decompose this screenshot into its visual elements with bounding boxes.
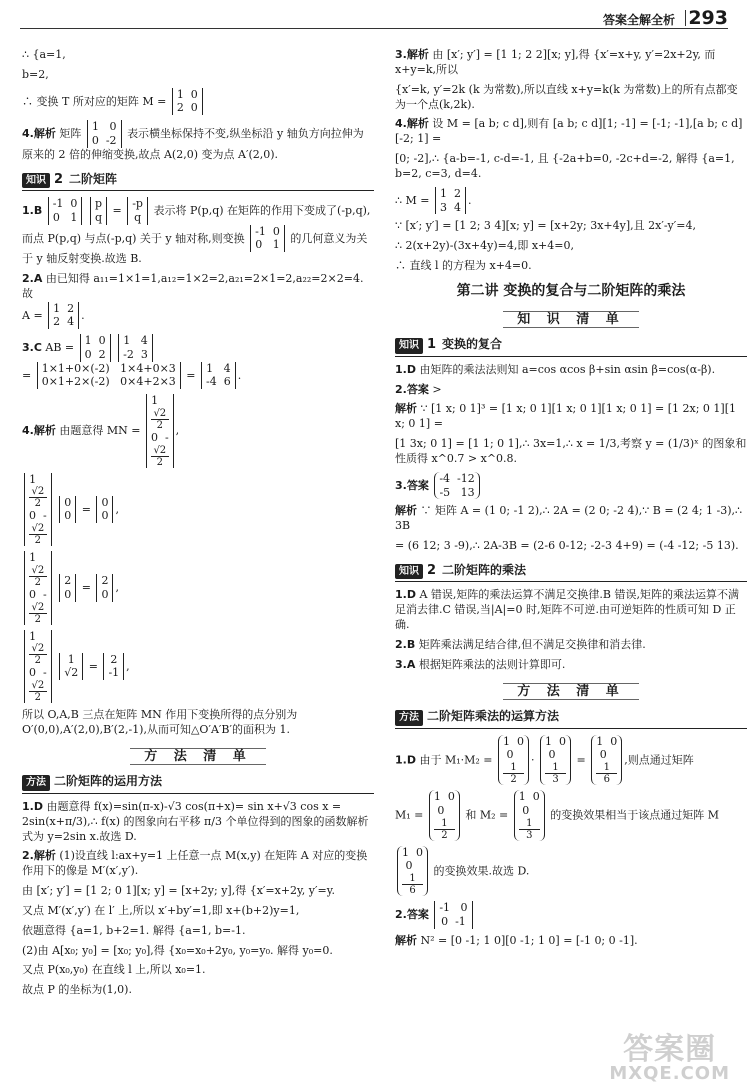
q1b: 1.B -1 0 0 1 p q = -p q 表示将 P(p,q) 在矩阵的作用下变成了(-p,q),而点 P(p,q) 与点(-p,q) 关于 y 轴对称,则变换 -1 0 0 1 的几何意义为关于 y 轴反射变换.故选 B. xyxy=(22,197,371,266)
k1-q2-t3: [1 3x; 0 1] = [1 1; 0 1],∴ 3x=1,∴ x = 1/3,考察 y = (1/3)ˣ 的图象和性质得 x^0.7 > x^0.8. xyxy=(395,437,747,465)
left-column xyxy=(22,48,374,1003)
q3c: 3.C AB = 1 0 0 2 1 4 -2 3 = 1×1+0×(-2) 1×4+0×3 0×1+2×(-2) 0×4+2×3 = 1 4 -4 6 . xyxy=(22,334,242,389)
matrix-answer-3: -4 -12 -5 13 xyxy=(434,472,479,500)
ff-q1d: 1.D 由题意得 f(x)=sin(π-x)-√3 cos(π+x)= sin x+√3 cos x = 2sin(x+π/3),∴ f(x) 的图象向右平移 π/3 个单位得到的图象的函数解析式为 y=2sin x.故选 D. xyxy=(22,799,369,843)
matrix-M: 1 0 0 1 6 xyxy=(591,735,622,786)
matrix-M2: 1 0 0 1 3 xyxy=(514,790,545,841)
vec-1-r2: 1 √2 xyxy=(59,653,83,681)
q4b: 4.解析 由题意得 MN = 1 √2 2 0 - √2 2 , xyxy=(22,394,180,468)
matrix-q3c-d: 1 4 -4 6 xyxy=(201,362,236,390)
right-column xyxy=(395,48,747,954)
lecture-title: 第二讲 变换的复合与二阶矩阵的乘法 xyxy=(456,282,686,299)
knowledge-banner: 知 识 清 单 xyxy=(395,311,747,329)
matrix-M1a: 1 0 0 1 2 xyxy=(498,735,529,786)
vec-2-0: 2 0 xyxy=(59,574,76,602)
q4b-conclusion: 所以 O,A,B 三点在矩阵 MN 作用下变换所得的点分别为 O′(0,0),A′(2,0),B′(2,-1),从而可知△O′A′B′的面积为 1. xyxy=(22,708,298,736)
matrix-M-res: 1 0 0 1 6 xyxy=(397,846,428,897)
r-q4: 4.解析 设 M = [a b; c d],则有 [a b; c d][1; -1] = [-1; -1],[a b; c d][-2; 1] = xyxy=(395,117,743,146)
method-banner-left: 方 法 清 单 xyxy=(22,748,374,766)
header-label: 答案全解全析 xyxy=(602,13,675,27)
matrix-q3c-a: 1 0 0 2 xyxy=(80,334,111,362)
left-top-l1: ∴ {a=1, xyxy=(22,48,66,61)
k1-q2-analysis: 解析 ∵ [1 x; 0 1]³ = [1 x; 0 1][1 x; 0 1][1 x; 0 1] = [1 2x; 0 1][1 x; 0 1] = xyxy=(395,402,737,431)
page-header xyxy=(0,0,750,38)
matrix-q1b-d: -1 0 0 1 xyxy=(250,225,285,253)
q4b-calc2: 1 √2 2 0 - √2 2 2 0 = 2 0 , xyxy=(22,551,374,625)
ff-q2-t7: 故点 P 的坐标为(1,0). xyxy=(22,983,132,997)
k1-q1: 1.D 由矩阵的乘法法则知 a=cos αcos β+sin αsin β=cos(α-β). xyxy=(395,362,716,376)
ff-r-q1: 1.D 由于 M₁·M₂ = 1 0 0 1 2 · 1 0 0 1 3 = 1 0 0 1 6 ,则点通过矩阵 xyxy=(395,734,694,786)
matrix-answer-ff2: -1 0 0 -1 xyxy=(434,901,472,929)
k1-q3-analysis: 解析 ∵ 矩阵 A = (1 0; -1 2),∴ 2A = (2 0; -2 4),∵ B = (2 4; 1 -3),∴ 3B xyxy=(395,504,743,533)
ff-q2-t5: (2)由 A[x₀; y₀] = [x₀; y₀],得 {x₀=x₀+2y₀, y₀=y₀. 解得 y₀=0. xyxy=(22,943,333,957)
vec-2-n1: 2 -1 xyxy=(103,653,124,681)
ff-r-q2-analysis: 解析 N² = [0 -1; 1 0][0 -1; 1 0] = [-1 0; 0 -1]. xyxy=(395,933,638,947)
page-number: 293 xyxy=(688,7,728,29)
matrix-M2a: 1 0 0 1 3 xyxy=(540,735,571,786)
k1-q3-t3: = (6 12; 3 -9),∴ 2A-3B = (2-6 0-12; -2-3 4+9) = (-4 -12; -5 13). xyxy=(395,539,739,553)
method-heading-left: 方法 二阶矩阵的运用方法 xyxy=(22,773,374,794)
ff-r-q1-b: M₁ = 1 0 0 1 2 和 M₂ = 1 0 0 1 3 的变换效果相当于该点通过矩阵 M xyxy=(395,790,720,841)
matrix-A: 1 2 2 4 xyxy=(48,302,79,330)
ff-q2-t6: 又点 P(x₀,y₀) 在直线 l 上,所以 x₀=1. xyxy=(22,963,206,977)
left-top-l2: b=2, xyxy=(22,67,49,81)
matrix-MN-1: 1 √2 2 0 - √2 2 xyxy=(24,473,52,547)
knowledge-1-heading: 知识 1 变换的复合 xyxy=(395,336,747,357)
matrix-M1: 1 0 0 1 2 xyxy=(429,790,460,841)
method-banner-right: 方 法 清 单 xyxy=(395,683,747,701)
matrix-M-right: 1 2 3 4 xyxy=(435,187,466,215)
q4b-calc3: 1 √2 2 0 - √2 2 1 √2 = 2 -1 , xyxy=(22,630,374,704)
k1-q3: 3.答案 -4 -12 -5 13 xyxy=(395,472,747,500)
method-heading-right: 方法 二阶矩阵乘法的运算方法 xyxy=(395,708,747,729)
r-q4-t2: [0; -2],∴ {a-b=-1, c-d=-1, 且 {-2a+b=0, -2c+d=-2, 解得 {a=1, b=2, c=3, d=4. xyxy=(395,152,735,180)
knowledge-2-heading: 知识 2 二阶矩阵 xyxy=(22,171,374,192)
vec-0-0: 0 0 xyxy=(59,496,76,524)
r-q4-t5: ∴ 2(x+2y)-(3x+4y)=4,即 x+4=0, xyxy=(395,239,574,253)
vec-2-0-res: 2 0 xyxy=(96,574,113,602)
q4b-calc1: 1 √2 2 0 - √2 2 0 0 = 0 0 , xyxy=(22,473,374,547)
watermark-logo: 答案圈 MXQE.COM xyxy=(609,1031,730,1085)
matrix-q1b-a: -1 0 0 1 xyxy=(48,197,83,225)
ff-q2: 2.解析 (1)设直线 l:ax+y=1 上任意一点 M(x,y) 在矩阵 A 对应的变换作用下的像是 M′(x′,y′). xyxy=(22,849,368,878)
matrix-q4: 1 0 0 -2 xyxy=(87,120,122,148)
k2-q1: 1.D A 错误,矩阵的乘法运算不满足交换律.B 错误,矩阵的乘法运算不满足消去律.C 错误,当|A|=0 时,矩阵不可逆.由可逆矩阵的性质可知 D 正确. xyxy=(395,588,739,632)
ff-q2-t3: 又点 M′(x′,y′) 在 l′ 上,所以 x′+by′=1,即 x+(b+2)y=1, xyxy=(22,903,300,917)
knowledge-2b-heading: 知识 2 二阶矩阵的乘法 xyxy=(395,562,747,583)
r-q4-t3: ∴ M = 1 2 3 4 . xyxy=(395,186,472,214)
matrix-MN-2: 1 √2 2 0 - √2 2 xyxy=(24,551,52,625)
left-top-l3: ∴ 变换 T 所对应的矩阵 M = 1 0 2 0 xyxy=(22,88,374,116)
ff-q2-t4: 依题意得 {a=1, b+2=1. 解得 {a=1, b=-1. xyxy=(22,923,246,937)
matrix-q1b-b: p q xyxy=(90,197,107,225)
matrix-MN: 1 √2 2 0 - √2 2 xyxy=(146,394,174,468)
matrix-M: 1 0 2 0 xyxy=(172,88,203,116)
r-q4-t4: ∵ [x′; y′] = [1 2; 3 4][x; y] = [x+2y; 3x+4y],且 2x′-y′=4, xyxy=(395,219,696,233)
vec-0-0-res: 0 0 xyxy=(96,496,113,524)
r-q4-t6: ∴ 直线 l 的方程为 x+4=0. xyxy=(395,258,532,272)
r-q3: 3.解析 由 [x′; y′] = [1 1; 2 2][x; y],得 {x′=x+y, y′=2x+2y, 而 x+y=k,所以 xyxy=(395,48,716,76)
q2a: 2.A 由已知得 a₁₁=1×1=1,a₁₂=1×2=2,a₂₁=2×1=2,a₂₂=2×2=4.故 A = 1 2 2 4 . xyxy=(22,271,364,329)
ff-r-q1-c: 1 0 0 1 6 的变换效果.故选 D. xyxy=(395,846,747,897)
matrix-q1b-c: -p q xyxy=(127,197,148,225)
ff-q2-t2: 由 [x′; y′] = [1 2; 0 1][x; y] = [x+2y; y],得 {x′=x+2y, y′=y. xyxy=(22,884,335,898)
r-q3-t2: {x′=k, y′=2k (k 为常数),所以直线 x+y=k(k 为常数)上的所有点都变为一个点(k,2k). xyxy=(395,82,738,111)
ff-r-q2: 2.答案 -1 0 0 -1 xyxy=(395,901,747,929)
k2-q2: 2.B 矩阵乘法满足结合律,但不满足交换律和消去律. xyxy=(395,637,646,651)
matrix-q3c-c: 1×1+0×(-2) 1×4+0×3 0×1+2×(-2) 0×4+2×3 xyxy=(37,362,181,390)
header-separator xyxy=(685,10,686,26)
matrix-q3c-b: 1 4 -2 3 xyxy=(118,334,153,362)
matrix-MN-3: 1 √2 2 0 - √2 2 xyxy=(24,630,52,704)
k2-q3: 3.A 根据矩阵乘法的法则计算即可. xyxy=(395,657,566,671)
q4-analysis: 4.解析 矩阵 1 0 0 -2 表示横坐标保持不变,纵坐标沿 y 轴负方向拉伸为原来的 2 倍的伸缩变换,故点 A(2,0) 变为点 A′(2,0). xyxy=(22,120,364,161)
k1-q2: 2.答案 > xyxy=(395,382,442,396)
